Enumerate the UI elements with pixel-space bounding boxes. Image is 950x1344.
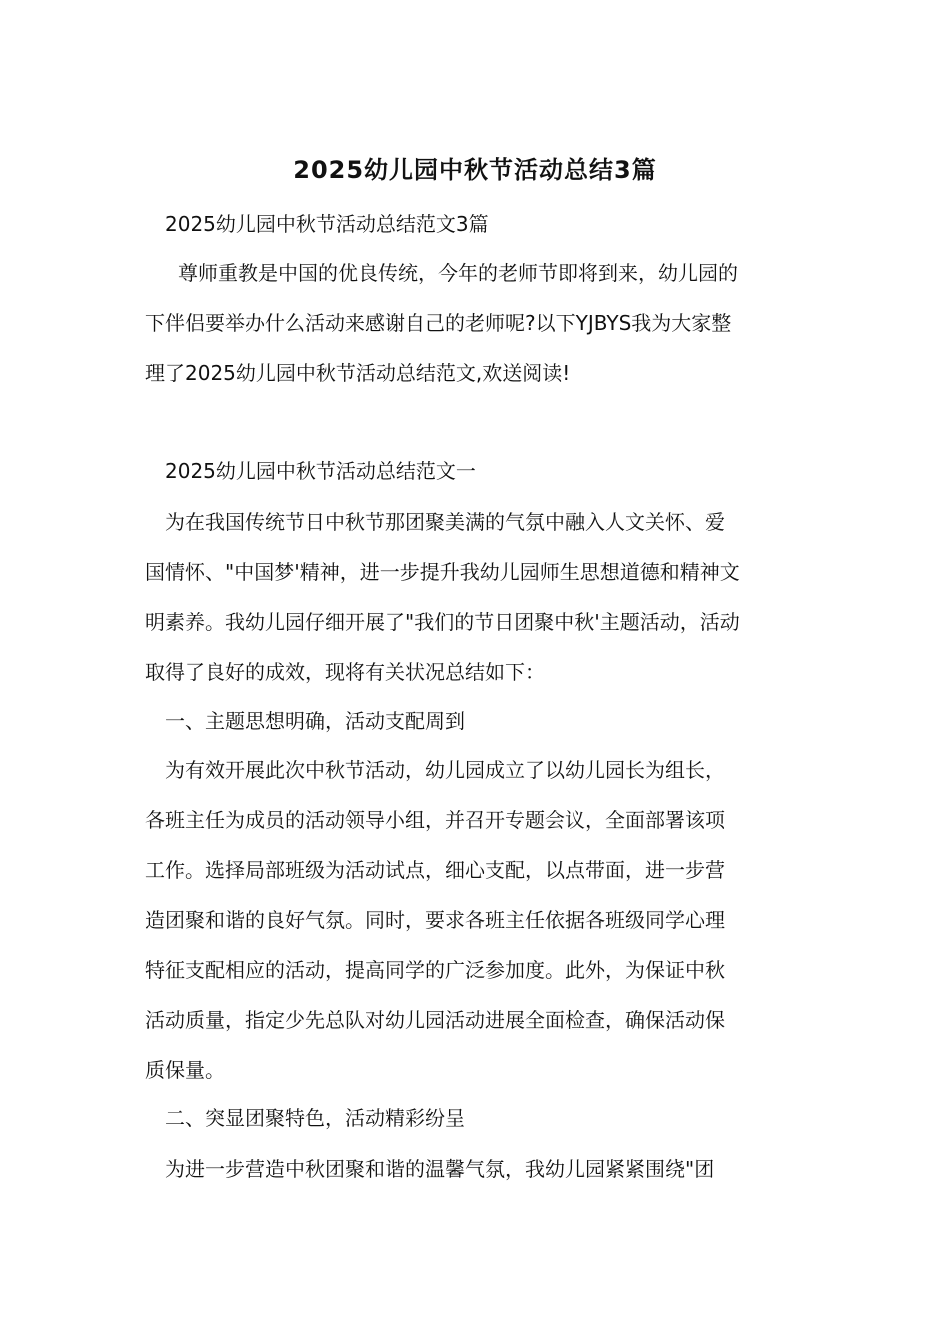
para1-line-3: 明素养。我幼儿园仔细开展了"我们的节日团聚中秋'主题活动，活动 [145,610,740,634]
para2-line-1: 为有效开展此次中秋节活动，幼儿园成立了以幼儿园长为组长， [165,758,725,782]
para3-line-1: 为进一步营造中秋团聚和谐的温馨气氛，我幼儿园紧紧围绕"团 [165,1157,715,1181]
para2-line-2: 各班主任为成员的活动领导小组，并召开专题会议，全面部署该项 [145,808,725,832]
heading-2: 二、突显团聚特色，活动精彩纷呈 [165,1106,465,1130]
para2-line-4: 造团聚和谐的良好气氛。同时，要求各班主任依据各班级同学心理 [145,908,725,932]
document-title: 2025幼儿园中秋节活动总结3篇 [293,156,657,184]
para2-line-3: 工作。选择局部班级为活动试点，细心支配，以点带面，进一步营 [145,858,725,882]
para2-line-7: 质保量。 [145,1058,225,1082]
section-heading: 2025幼儿园中秋节活动总结范文一 [165,459,476,483]
para1-line-4: 取得了良好的成效，现将有关状况总结如下： [145,660,545,684]
intro-line-1: 尊师重教是中国的优良传统，今年的老师节即将到来，幼儿园的 [178,261,738,285]
para1-line-2: 国情怀、"中国梦'精神，进一步提升我幼儿园师生思想道德和精神文 [145,560,740,584]
heading-1: 一、主题思想明确，活动支配周到 [165,709,465,733]
intro-line-2: 下伴侣要举办什么活动来感谢自己的老师呢?以下YJBYS我为大家整 [145,311,732,335]
para2-line-5: 特征支配相应的活动，提高同学的广泛参加度。此外，为保证中秋 [145,958,725,982]
para2-line-6: 活动质量，指定少先总队对幼儿园活动进展全面检查，确保活动保 [145,1008,725,1032]
document-subtitle: 2025幼儿园中秋节活动总结范文3篇 [165,212,489,236]
intro-line-3: 理了2025幼儿园中秋节活动总结范文,欢送阅读! [145,361,571,385]
para1-line-1: 为在我国传统节日中秋节那团聚美满的气氛中融入人文关怀、爱 [165,510,725,534]
